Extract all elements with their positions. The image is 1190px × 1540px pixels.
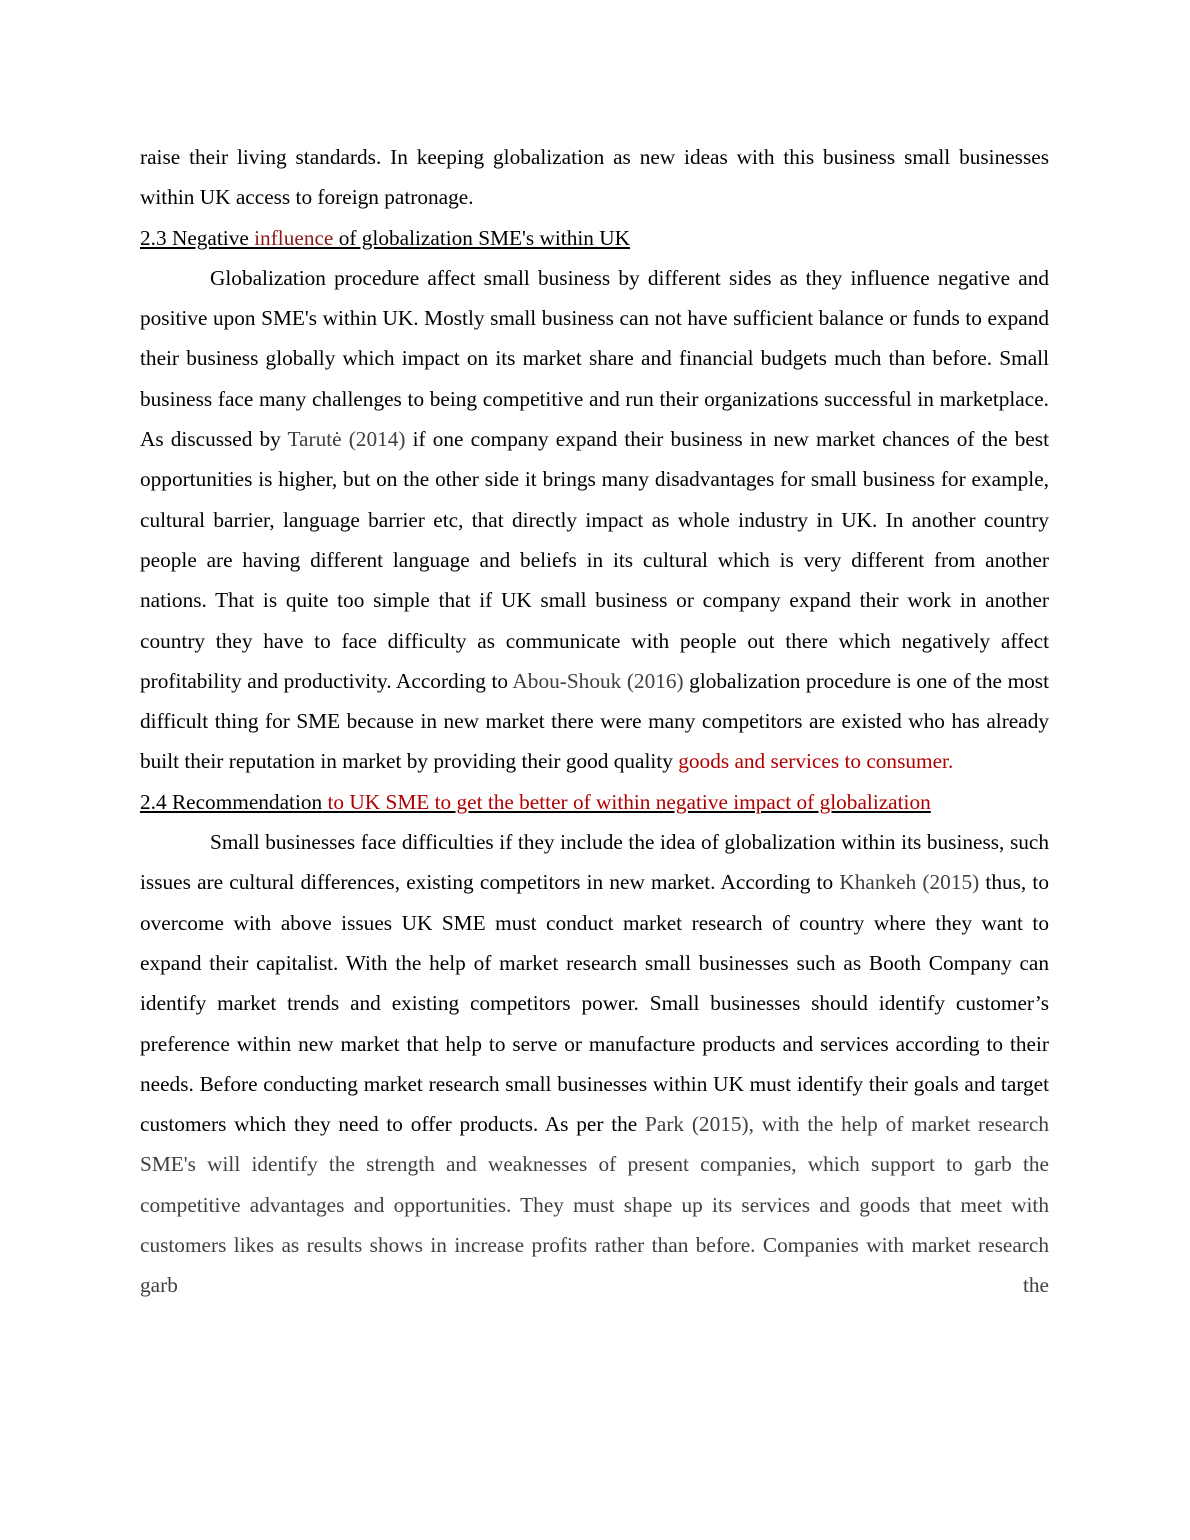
citation-text: Park (2015), with the help of market research SME's will identify the strength and weaknesses of present companies, which support to garb the competitive advantages and opportunities. They must shape up its services and goods that meet with customers likes as results shows in increase profits rather than before. Companies with market research garb the (140, 1112, 1049, 1298)
text-run: Small businesses face difficulties if they include the idea of globalization within its business, such issues are cultural differences, existing competitors in new market. According to (140, 830, 1049, 895)
text-run: of globalization SME's within UK (333, 225, 631, 250)
document-page (140, 137, 1049, 1306)
text-run: 2.4 Recommendation (140, 789, 323, 814)
body-paragraph (140, 137, 1049, 218)
section-heading (140, 782, 1049, 822)
body-paragraph (140, 258, 1049, 782)
text-run: raise their living standards. In keeping globalization as new ideas with this business small businesses within UK access to foreign patronage. (140, 145, 1049, 210)
highlighted-text: to UK SME to get the better of within negative impact of globalization (322, 789, 931, 814)
citation-text: Abou-Shouk (2016) (512, 668, 684, 693)
citation-text: Khankeh (2015) (839, 870, 980, 895)
text-run: thus, to overcome with above issues UK SME must conduct market research of country where they want to expand their capitalist. With the help of market research small businesses such as Booth Company can identify market trends and existing competitors power. Small businesses should identify customer’s preference within new market that help to serve or manufacture products and services according to their needs. Before conducting market research small businesses within UK must identify their goals and target customers which they need to offer products. As per the (140, 870, 1049, 1137)
highlighted-text: influence (254, 225, 334, 250)
text-run: Globalization procedure affect small business by different sides as they influence negative and positive upon SME's within UK. Mostly small business can not have sufficient balance or funds to expand their business globally which impact on its market share and financial budgets much than before. Small business face many challenges to being competitive and run their organizations successful in marketplace. As discussed by (140, 265, 1049, 452)
section-heading (140, 218, 1049, 258)
text-run: 2.3 Negative (140, 225, 255, 250)
text-run: if one company expand their business in new market chances of the best opportunities is higher, but on the other side it brings many disadvantages for small business for example, cultural barrier, language barrier etc, that directly impact as whole industry in UK. In another country people are having different language and beliefs in its cultural which is very different from another nations. That is quite too simple that if UK small business or company expand their work in another country they have to face difficulty as communicate with people out there which negatively affect profitability and productivity. According to (140, 427, 1049, 693)
body-paragraph (140, 822, 1049, 1306)
highlighted-text: goods and services to consumer. (678, 749, 954, 774)
text-run: globalization procedure is one of the most difficult thing for SME because in new market there were many competitors are existed who has already built their reputation in market by providing their good quality (140, 668, 1049, 774)
citation-text: Tarutė (2014) (287, 427, 406, 452)
